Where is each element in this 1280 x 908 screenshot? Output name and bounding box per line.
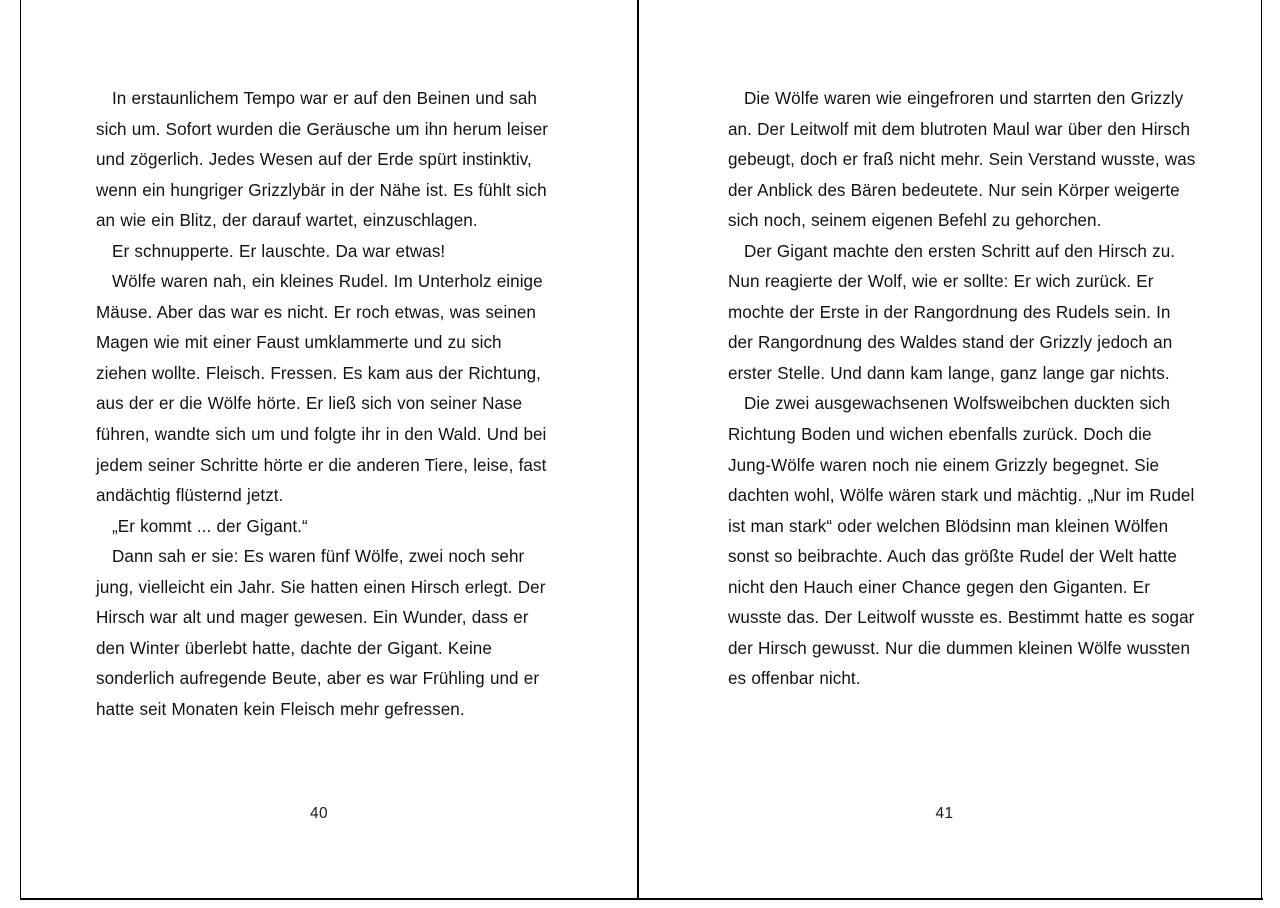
text-block-left bbox=[96, 84, 548, 725]
page-left bbox=[21, 0, 637, 898]
paragraph: Die zwei ausgewachsenen Wolfsweibchen duckten sich Richtung Boden und wichen ebenfalls zurück. Doch die Jung-Wölfe waren noch nie einem Grizzly begegnet. Sie dachten wohl, Wölfe wären stark und mächtig. „Nur im Rudel ist man stark“ oder welchen Blödsinn man kleinen Wölfen sonst so beibrachte. Auch das größte Rudel der Welt hatte nicht den Hauch einer Chance gegen den Giganten. Er wusste das. Der Leitwolf wusste es. Bestimmt hatte es sogar der Hirsch gewusst. Nur die dummen kleinen Wölfe wussten es offenbar nicht. bbox=[728, 394, 1195, 689]
page-right bbox=[639, 0, 1262, 898]
text-block-right bbox=[728, 84, 1198, 695]
paragraph: „Er kommt ... der Gigant.“ bbox=[112, 516, 308, 536]
paragraph: Die Wölfe waren wie eingefroren und starrten den Grizzly an. Der Leitwolf mit dem blutroten Maul war über den Hirsch gebeugt, doch er fraß nicht mehr. Sein Verstand wusste, was der Anblick des Bären bedeutete. Nur sein Körper weigerte sich noch, seinem eigenen Befehl zu gehorchen. bbox=[728, 89, 1196, 231]
page-edge-rule-bottom bbox=[20, 898, 1263, 900]
paragraph: Er schnupperte. Er lauschte. Da war etwas! bbox=[112, 241, 446, 261]
paragraph: Dann sah er sie: Es waren fünf Wölfe, zwei noch sehr jung, vielleicht ein Jahr. Sie hatten einen Hirsch erlegt. Der Hirsch war alt und mager gewesen. Ein Wunder, dass er den Winter überlebt hatte, dachte der Gigant. Keine sonderlich aufregende Beute, aber es war Frühling und er hatte seit Monaten kein Fleisch mehr gefressen. bbox=[96, 547, 546, 719]
paragraph: In erstaunlichem Tempo war er auf den Beinen und sah sich um. Sofort wurden die Geräusche um ihn herum leiser und zögerlich. Jedes Wesen auf der Erde spürt instinktiv, wenn ein hungriger Grizzlybär in der Nähe ist. Es fühlt sich an wie ein Blitz, der darauf wartet, einzuschlagen. bbox=[96, 89, 548, 231]
page-number-right: 41 bbox=[935, 805, 954, 822]
page-number-left: 40 bbox=[310, 805, 328, 822]
paragraph: Der Gigant machte den ersten Schritt auf den Hirsch zu. Nun reagierte der Wolf, wie er sollte: Er wich zurück. Er mochte der Erste in der Rangordnung des Rudels sein. In der Rangordnung des Waldes stand der Grizzly jedoch an erster Stelle. Und dann kam lange, ganz lange gar nichts. bbox=[728, 241, 1176, 383]
paragraph: Wölfe waren nah, ein kleines Rudel. Im Unterholz einige Mäuse. Aber das war es nicht. Er roch etwas, was seinen Magen wie mit einer Faust umklammerte und zu sich ziehen wollte. Fleisch. Fressen. Es kam aus der Richtung, aus der er die Wölfe hörte. Er ließ sich von seiner Nase führen, wandte sich um und folgte ihr in den Wald. Und bei jedem seiner Schritte hörte er die anderen Tiere, leise, fast andächtig flüsternd jetzt. bbox=[96, 272, 547, 506]
